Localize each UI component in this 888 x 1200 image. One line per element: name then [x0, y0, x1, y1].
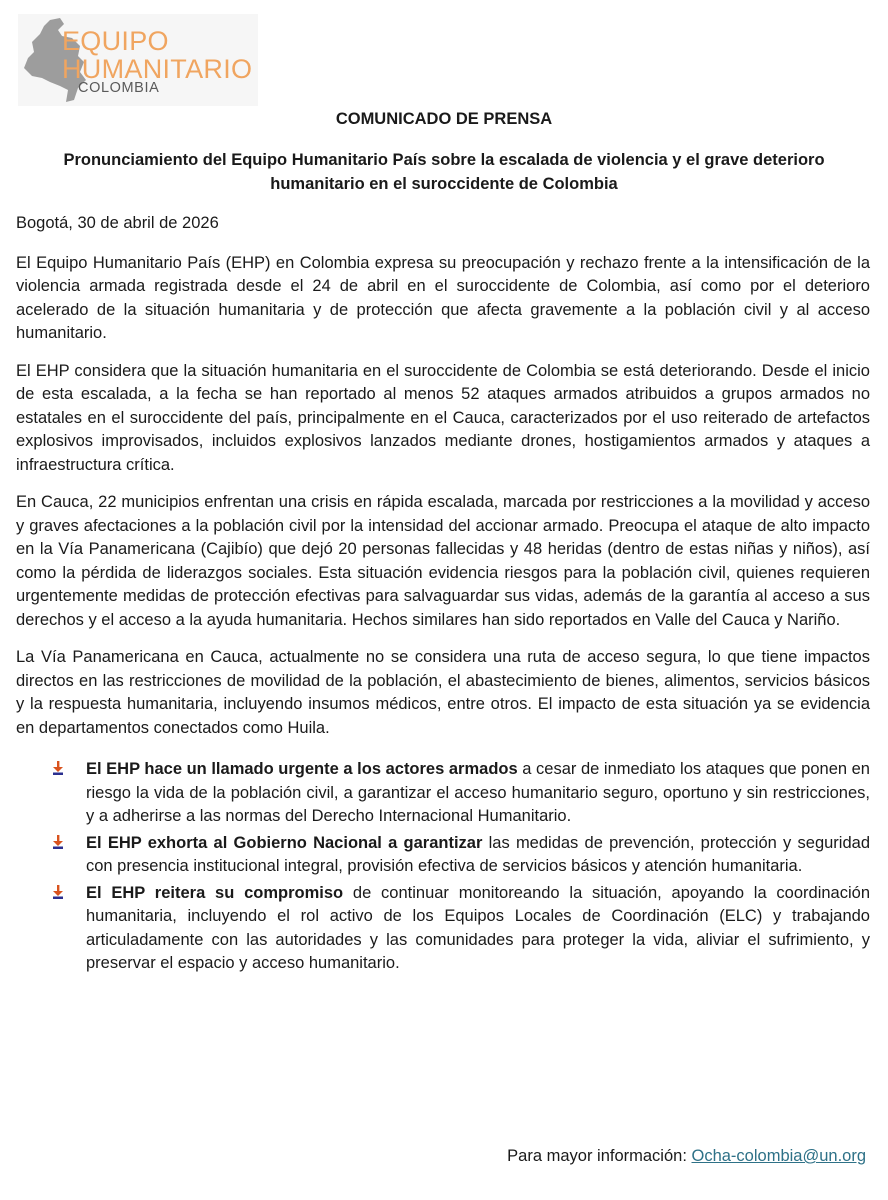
bullet-bold-text: El EHP hace un llamado urgente a los actores armados [86, 760, 518, 778]
press-release-label: COMUNICADO DE PRENSA [335, 110, 553, 128]
paragraph-2: El EHP considera que la situación humanitaria en el suroccidente de Colombia se está deteriorando. Desde el inicio de esta escalada, a la fecha se han reportado al menos 52 ataques armados atribuidos a grupos armados no estatales en el suroccidente del país, principalmente en el Cauca, caracterizados por el uso reiterado de artefactos explosivos improvisados, incluidos explosivos lanzados mediante drones, hostigamientos armados y ataques a infraestructura crítica. [16, 361, 870, 474]
bullet-text: a cesar de inmediato los ataques que ponen en riesgo la vida de la población civil, a garantizar el acceso humanitario seguro, oportuno y sin restricciones, y a adherirse a las normas del Derecho Internacional Humanitario. [86, 760, 870, 825]
arrow-bullet-icon [51, 885, 65, 899]
arrow-bullet-icon [51, 761, 65, 775]
bullet-bold-text: El EHP reitera su compromiso [86, 883, 344, 902]
contact-footer [507, 1147, 866, 1166]
date-line: Bogotá, 30 de abril de 2026 [16, 214, 219, 232]
document-title: Pronunciamiento del Equipo Humanitario País sobre la escalada de violencia y el grave deterioro humanitario en el suroccidente de Colombia [63, 151, 825, 193]
list-item [86, 758, 870, 829]
logo-text-line-3: COLOMBIA [78, 80, 160, 96]
bullet-bold-text: El EHP exhorta al Gobierno Nacional a garantizar [86, 833, 483, 852]
paragraph-3: En Cauca, 22 municipios enfrentan una crisis en rápida escalada, marcada por restricciones a la movilidad y acceso y graves afectaciones a la población civil por la intensidad del accionar armado. Preocupa el ataque de alto impacto en la Vía Panamericana (Cajibío) que dejó 20 personas fallecidas y 48 heridas (dentro de estas niñas y niños), así como la pérdida de liderazgos sociales. Esta situación evidencia riesgos para la población civil, quienes requieren urgentemente medidas de protección efectivas para salvaguardar sus vidas, además de la garantía al acceso a sus derechos y el acceso a la ayuda humanitaria. Hechos similares han sido reportados en Valle del Cauca y Nariño. [16, 493, 870, 629]
list-item [86, 882, 870, 976]
call-to-action-list [16, 758, 870, 976]
arrow-bullet-icon [51, 835, 65, 849]
bullet-text: de continuar monitoreando la situación, apoyando la coordinación humanitaria, incluyendo el rol activo de los Equipos Locales de Coordinación (ELC) y trabajando articuladamente con las autoridades y las comunidades para proteger la vida, aliviar el sufrimiento, y preservar el espacio y acceso humanitario. [86, 883, 870, 972]
contact-label: Para mayor información: [507, 1147, 692, 1165]
logo-text-line-2: HUMANITARIO [62, 54, 253, 84]
contact-email-link[interactable]: Ocha-colombia@un.org [691, 1147, 866, 1165]
equipo-humanitario-logo [18, 14, 258, 106]
paragraph-4: La Vía Panamericana en Cauca, actualmente no se considera una ruta de acceso segura, lo que tiene impactos directos en las restricciones de movilidad de la población, el abastecimiento de bienes, alimentos, servicios básicos y la respuesta humanitaria, incluyendo insumos médicos, entre otros. El impacto de esta situación ya se evidencia en departamentos conectados como Huila. [16, 648, 870, 737]
document-body [16, 212, 870, 979]
logo-text-line-1: EQUIPO [62, 26, 169, 56]
bullet-text: las medidas de prevención, protección y seguridad con presencia institucional integral, provisión efectiva de servicios básicos y atención humanitaria. [86, 833, 870, 875]
list-item [86, 832, 870, 879]
paragraph-1: El Equipo Humanitario País (EHP) en Colombia expresa su preocupación y rechazo frente a la intensificación de la violencia armada registrada desde el 24 de abril en el suroccidente de Colombia, así como por el deterioro acelerado de la situación humanitaria y de protección que afecta gravemente a la población civil y al acceso humanitario. [16, 253, 870, 342]
